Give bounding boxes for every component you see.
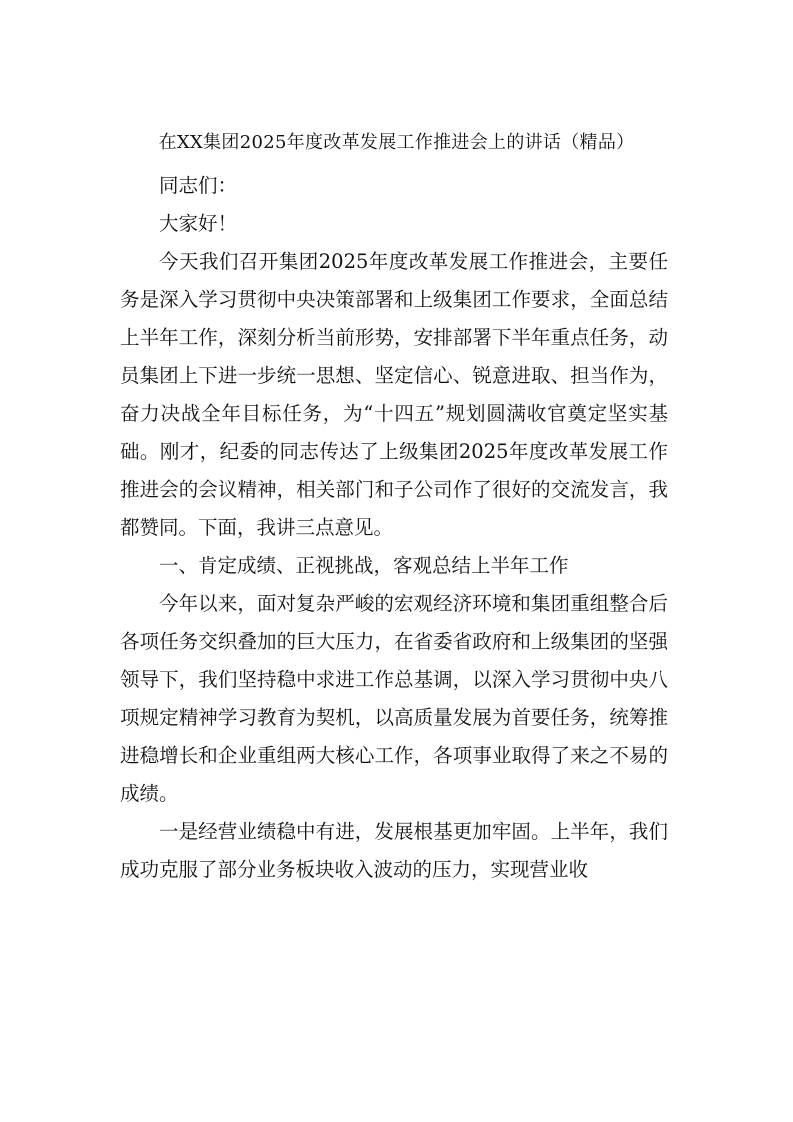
body-paragraph: 一是经营业绩稳中有进，发展根基更加牢固。上半年，我们成功克服了部分业务板块收入波动的压力，实现营业收 [120,820,668,881]
document-body [120,167,668,889]
intro-paragraph: 今天我们召开集团2025年度改革发展工作推进会，主要任务是深入学习贯彻中央决策部署和上级集团工作要求，全面总结上半年工作，深刻分析当前形势，安排部署下半年重点任务，动员集团上下进一步统一思想、坚定信心、锐意进取、担当作为，奋力决战全年目标任务，为“十四五”规划圆满收官奠定坚实基础。刚才，纪委的同志传达了上级集团2025年度改革发展工作推进会的会议精神，相关部门和子公司作了很好的交流发言，我都赞同。下面，我讲三点意见。 [120,250,668,539]
body-paragraph: 今年以来，面对复杂严峻的宏观经济环境和集团重组整合后各项任务交织叠加的巨大压力，在省委省政府和上级集团的坚强领导下，我们坚持稳中求进工作总基调，以深入学习贯彻中央八项规定精神学习教育为契机，以高质量发展为首要任务，统筹推进稳增长和企业重组两大核心工作，各项事业取得了来之不易的成绩。 [120,592,668,805]
salutation: 同志们： [159,174,238,197]
section-heading-1: 一、肯定成绩、正视挑战，客观总结上半年工作 [159,554,569,577]
greeting: 大家好！ [159,212,238,235]
document-title: 在XX集团2025年度改革发展工作推进会上的讲话（精品） [158,132,635,153]
